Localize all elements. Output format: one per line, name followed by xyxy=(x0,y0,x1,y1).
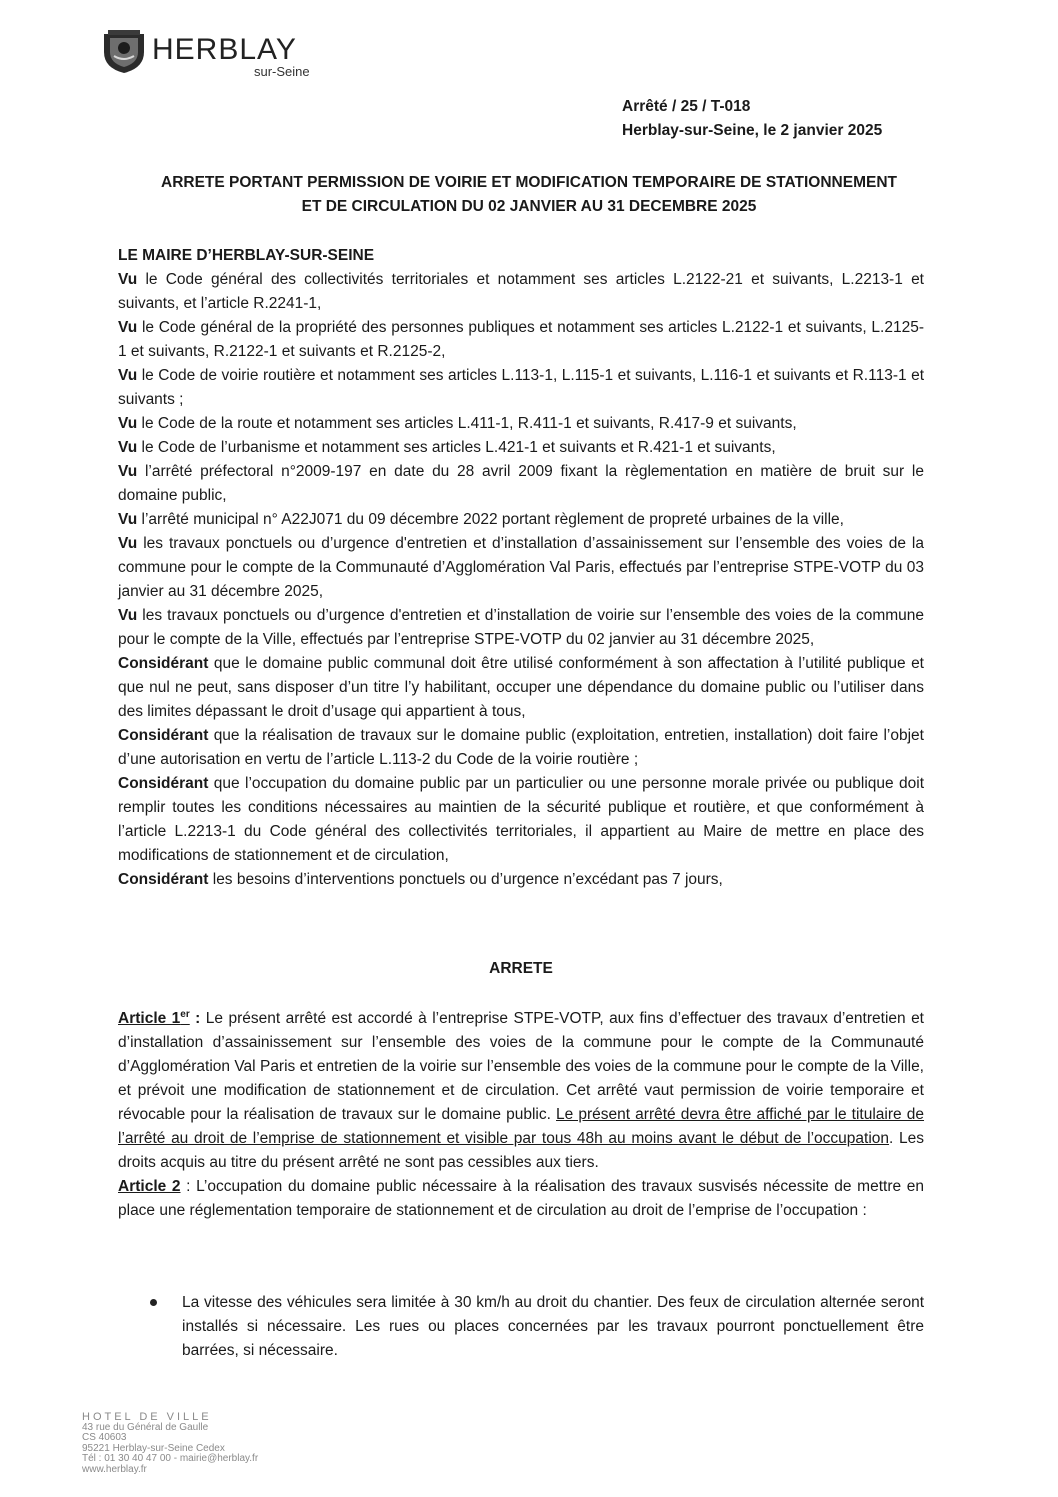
logo-wordmark: HERBLAY xyxy=(152,33,297,66)
footer-line: HOTEL DE VILLE xyxy=(82,1411,212,1423)
bullet-text: La vitesse des véhicules sera limitée à 30 km/h au droit du chantier. Des feux de circulation alternée seront installés si nécessaire. Les rues ou places concernées par les travaux pourront ponctuellement être barrées, si nécessaire. xyxy=(182,1294,924,1359)
decree-reference-block xyxy=(622,95,882,143)
visa-paragraph: Vu le Code de la route et notamment ses articles L.411-1, R.411-1 et suivants, R.417-9 et suivants, xyxy=(118,415,797,432)
arrete-heading: ARRETE xyxy=(489,960,553,977)
title-line-1: ARRETE PORTANT PERMISSION DE VOIRIE ET MODIFICATION TEMPORAIRE DE STATIONNEMENT xyxy=(161,174,897,191)
footer-line: www.herblay.fr xyxy=(82,1463,147,1475)
visa-paragraph: Vu le Code de voirie routière et notamment ses articles L.113-1, L.115-1 et suivants, L.116-1 et suivants et R.113-1 et suivants ; xyxy=(118,367,924,408)
footer-line: Tél : 01 30 40 47 00 - mairie@herblay.fr xyxy=(82,1453,259,1464)
logo-subtitle: sur-Seine xyxy=(254,64,310,79)
footer-line: CS 40603 xyxy=(82,1432,127,1443)
place-and-date: Herblay-sur-Seine, le 2 janvier 2025 xyxy=(622,122,883,139)
footer-line: 95221 Herblay-sur-Seine Cedex xyxy=(82,1442,225,1454)
footer-address xyxy=(82,1412,258,1475)
visa-paragraph: Vu l’arrêté municipal n° A22J071 du 09 décembre 2022 portant règlement de propreté urbaines de la ville, xyxy=(118,511,844,528)
title-line-2: ET DE CIRCULATION DU 02 JANVIER AU 31 DECEMBRE 2025 xyxy=(301,198,757,215)
considering-paragraph: Considérant que l’occupation du domaine public par un particulier ou une personne morale privée ou publique doit remplir toutes les conditions nécessaires au maintien de la sécurité publique et routière, et que conformément à l’article L.2213-1 du Code général des collectivités territoriales, il appartient au Maire de mettre en place des modifications de stationnement et de circulation, xyxy=(118,775,924,864)
bullet-dot-icon xyxy=(150,1299,157,1306)
article-1: Article 1er : Le présent arrêté est accordé à l’entreprise STPE-VOTP, aux fins d’effectuer des travaux d’entretien et d’installation d’assainissement sur l’ensemble des voies de la commune pour le compte de la Communauté d’Agglomération Val Paris et entretien de la voirie sur l’ensemble des voies de la commune pour le compte de la Ville, et prévoit une modification de stationnement et de circulation. Cet arrêté vaut permission de voirie temporaire et révocable pour la réalisation de travaux sur le domaine public. Le présent arrêté devra être affiché par le titulaire de l’arrêté au droit de l’emprise de stationnement et visible par tous 48h au moins avant le début de l’occupation. Les droits acquis au titre du présent arrêté ne sont pas cessibles aux tiers. xyxy=(118,1009,925,1172)
herblay-logo xyxy=(100,24,330,79)
visa-paragraph: Vu le Code général des collectivités territoriales et notamment ses articles L.2122-21 et suivants, L.2213-1 et suivants, et l’article R.2241-1, xyxy=(118,271,924,312)
visa-paragraph: Vu le Code de l’urbanisme et notamment ses articles L.421-1 et suivants et R.421-1 et suivants, xyxy=(118,439,776,456)
visa-paragraph: Vu l’arrêté préfectoral n°2009-197 en date du 28 avril 2009 fixant la règlementation en matière de bruit sur le domaine public, xyxy=(118,463,924,504)
article-1-label: Article 1er xyxy=(118,1009,190,1028)
visa-paragraph: Vu les travaux ponctuels ou d’urgence d'entretien et d’installation de voirie sur l’ensemble des voies de la commune pour le compte de la Ville, effectués par l’entreprise STPE-VOTP du 02 janvier au 31 décembre 2025, xyxy=(118,607,924,648)
preamble xyxy=(118,244,924,892)
mayor-heading: LE MAIRE D’HERBLAY-SUR-SEINE xyxy=(118,247,375,264)
article-2-label: Article 2 xyxy=(118,1178,181,1196)
considering-paragraph: Considérant que le domaine public communal doit être utilisé conformément à son affectation à l’utilité publique et que nul ne peut, sans disposer d’un titre l’y habilitant, occuper une dépendance du domaine public ou l’utiliser dans des limites dépassant le droit d’usage qui appartient à tous, xyxy=(118,655,924,720)
display-requirement: Le présent arrêté devra être affiché par le titulaire de l’arrêté au droit de l’emprise de stationnement et visible par tous 48h au moins avant le début de l’occupation xyxy=(118,1106,925,1148)
document-title xyxy=(118,171,940,219)
considering-paragraph: Considérant les besoins d’interventions ponctuels ou d’urgence n’excédant pas 7 jours, xyxy=(118,871,723,888)
visa-paragraph: Vu les travaux ponctuels ou d’urgence d'entretien et d’installation d’assainissement sur l’ensemble des voies de la commune pour le compte de la Communauté d’Agglomération Val Paris, effectués par l’entreprise STPE-VOTP du 03 janvier au 31 décembre 2025, xyxy=(118,535,924,600)
decree-number: Arrêté / 25 / T-018 xyxy=(622,98,751,115)
visa-paragraph: Vu le Code général de la propriété des personnes publiques et notamment ses articles L.2122-1 et suivants, L.2125-1 et suivants, R.2122-1 et suivants et R.2125-2, xyxy=(118,319,924,360)
footer-line: 43 rue du Général de Gaulle xyxy=(82,1421,209,1433)
article-2: Article 2 : L’occupation du domaine public nécessaire à la réalisation des travaux susvisés nécessite de mettre en place une réglementation temporaire de stationnement et de circulation au droit de l’emprise de l’occupation : xyxy=(118,1178,924,1220)
articles-section xyxy=(118,1003,924,1223)
considering-paragraph: Considérant que la réalisation de travaux sur le domaine public (exploitation, entretien, installation) doit faire l’objet d’une autorisation en vertu de l’article L.113-2 du Code de la voirie routière ; xyxy=(118,727,924,768)
city-crest-icon xyxy=(100,28,148,74)
